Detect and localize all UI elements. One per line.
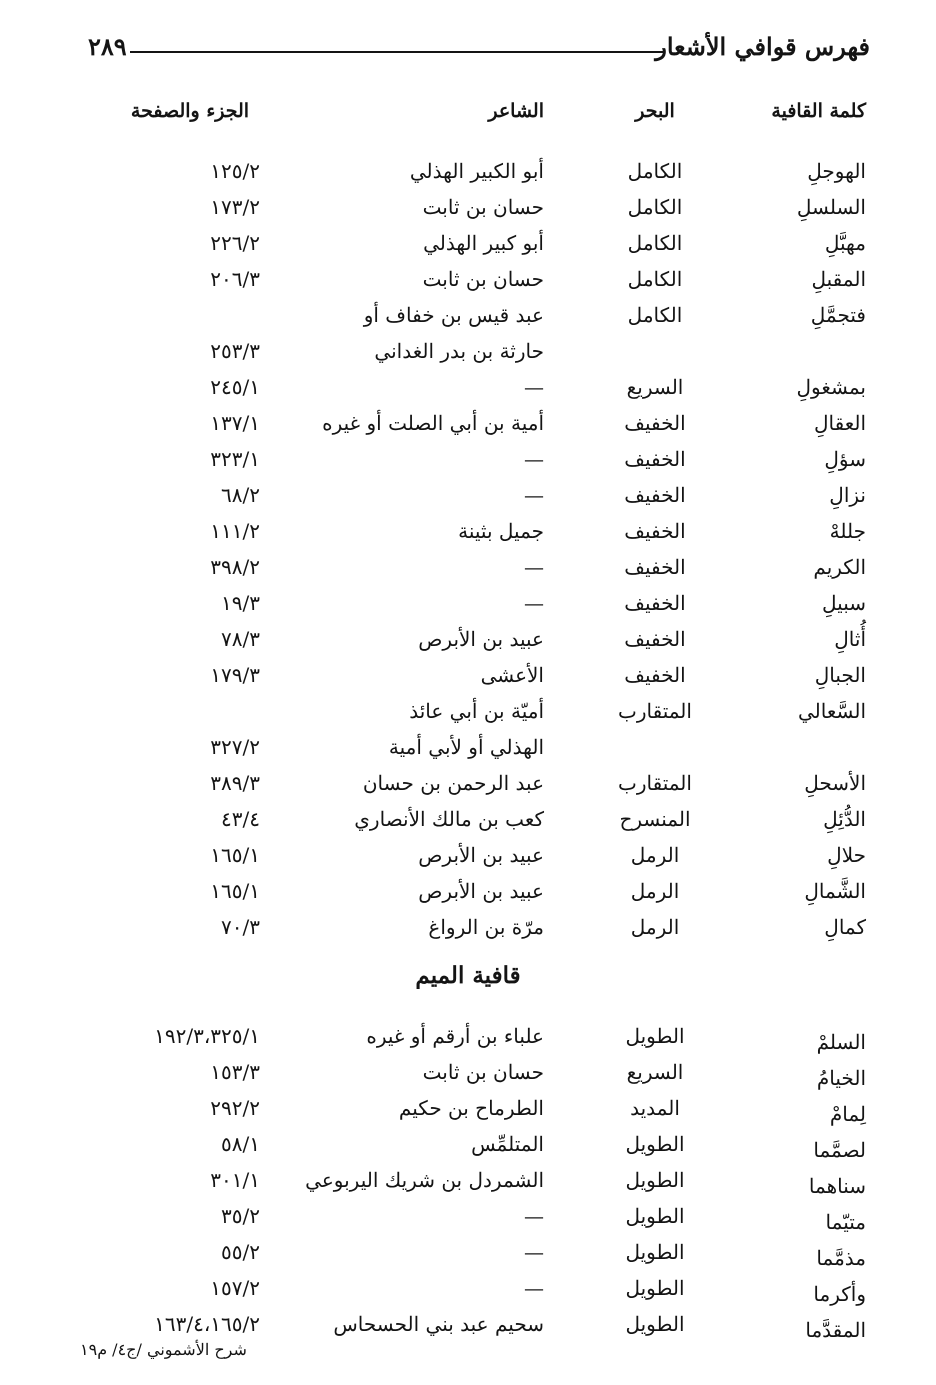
poet-cell: جميل بثينة	[458, 519, 544, 543]
volume-page-cell: ٣٩٨/٢	[210, 555, 260, 579]
meter-cell: الخفيف	[624, 591, 686, 615]
table-row	[0, 155, 936, 191]
poet-cell: —	[524, 483, 544, 507]
table-row	[0, 659, 936, 695]
meter-cell: المنسرح	[619, 807, 691, 831]
table-row	[0, 1020, 936, 1056]
meter-cell: المتقارب	[618, 771, 692, 795]
column-header-poet: الشاعر	[488, 100, 544, 122]
volume-page-cell: ٥٨/١	[221, 1132, 260, 1156]
table-row	[0, 623, 936, 659]
table-row	[0, 839, 936, 875]
rhyme-word: الخيامُ	[816, 1066, 866, 1090]
rhyme-word: الشَّمالِ	[804, 879, 866, 903]
meter-cell: الطويل	[625, 1240, 685, 1264]
meter-cell: السريع	[626, 1060, 684, 1084]
meter-cell: الخفيف	[624, 555, 686, 579]
table-row	[0, 1308, 936, 1344]
rhyme-word: السَّعالي	[798, 699, 866, 723]
poet-cell: كعب بن مالك الأنصاري	[354, 807, 544, 831]
footer-signature: شرح الأشموني /ج٤/ م١٩	[80, 1340, 247, 1359]
rhyme-word: كمالِ	[824, 915, 866, 939]
volume-page-cell: ١٣٧/١	[210, 411, 260, 435]
volume-page-cell: ٣٠١/١	[210, 1168, 260, 1192]
rhyme-word: متيّما	[825, 1210, 866, 1234]
poet-cell: —	[524, 375, 544, 399]
table-row	[0, 911, 936, 947]
rhyme-word: جللهْ	[829, 519, 866, 543]
poet-cell: —	[524, 1276, 544, 1300]
lam-rhyme-list	[0, 155, 936, 947]
meter-cell: الخفيف	[624, 483, 686, 507]
poet-cell: علباء بن أرقم أو غيره	[366, 1024, 544, 1048]
poet-cell: —	[524, 1240, 544, 1264]
volume-page-cell: ٥٥/٢	[221, 1240, 260, 1264]
table-row	[0, 227, 936, 263]
volume-page-cell: ٣٨٩/٣	[210, 771, 260, 795]
volume-page-cell: ٢٠٦/٣	[210, 267, 260, 291]
volume-page-cell: ٦٨/٢	[221, 483, 260, 507]
poet-cell: سحيم عبد بني الحسحاس	[333, 1312, 544, 1336]
poet-cell: عبد الرحمن بن حسان	[362, 771, 544, 795]
meter-cell: الطويل	[625, 1168, 685, 1192]
column-header-word: كلمة القافية	[771, 100, 866, 122]
poet-cell: —	[524, 591, 544, 615]
meter-cell: الطويل	[625, 1132, 685, 1156]
rhyme-word: الجبالِ	[814, 663, 866, 687]
volume-page-cell: ١٩٢/٣،٣٢٥/١	[154, 1024, 260, 1048]
rhyme-word: سناهما	[808, 1174, 866, 1198]
rhyme-word: بمشغولِ	[796, 375, 866, 399]
volume-page-cell: ١٥٧/٢	[210, 1276, 260, 1300]
meter-cell: الخفيف	[624, 447, 686, 471]
meter-cell: الكامل	[627, 159, 683, 183]
poet-cell: أبو كبير الهذلي	[423, 231, 544, 255]
volume-page-cell: ٢٤٥/١	[210, 375, 260, 399]
poet-cell: أميّة بن أبي عائذ	[409, 699, 544, 723]
rhyme-word: فتجمَّلِ	[810, 303, 866, 327]
rhyme-word: الكريم	[813, 555, 866, 579]
rhyme-word: مذمَّما	[816, 1246, 866, 1270]
table-row	[0, 1164, 936, 1200]
poet-cell: عبيد بن الأبرص	[418, 843, 544, 867]
table-row	[0, 767, 936, 803]
volume-page-cell: ١٩/٣	[221, 591, 260, 615]
table-row	[0, 479, 936, 515]
meter-cell: الكامل	[627, 231, 683, 255]
meter-cell: الرمل	[630, 843, 680, 867]
volume-page-cell: ٣٢٧/٢	[210, 735, 260, 759]
table-row	[0, 1128, 936, 1164]
table-row	[0, 587, 936, 623]
table-row	[0, 1056, 936, 1092]
table-row	[0, 371, 936, 407]
poet-cell: الشمردل بن شريك اليربوعي	[305, 1168, 544, 1192]
rhyme-word: أُثالِ	[834, 627, 866, 651]
poet-cell: المتلمِّس	[471, 1132, 544, 1156]
table-row	[0, 443, 936, 479]
table-row	[0, 1200, 936, 1236]
meter-cell: الرمل	[630, 915, 680, 939]
section-title: قافية الميم	[415, 962, 521, 989]
rhyme-word: سؤلِ	[824, 447, 866, 471]
meter-cell: المتقارب	[618, 699, 692, 723]
table-row	[0, 695, 936, 731]
volume-page-cell: ١٧٩/٣	[210, 663, 260, 687]
column-header-meter: البحر	[635, 100, 675, 122]
volume-page-cell: ٧٨/٣	[221, 627, 260, 651]
volume-page-cell: ١٦٣/٤،١٦٥/٢	[154, 1312, 260, 1336]
volume-page-cell: ٣٢٣/١	[210, 447, 260, 471]
meter-cell: المديد	[630, 1096, 680, 1120]
volume-page-cell: ٤٣/٤	[221, 807, 260, 831]
meter-cell: الخفيف	[624, 519, 686, 543]
rhyme-word: مهبَّلِ	[824, 231, 866, 255]
poet-cell: —	[524, 1204, 544, 1228]
table-row	[0, 1272, 936, 1308]
poet-cell: —	[524, 555, 544, 579]
poet-cell: —	[524, 447, 544, 471]
page-number: ٢٨٩	[88, 32, 127, 61]
poet-cell: عبيد بن الأبرص	[418, 879, 544, 903]
rhyme-word: الهوجلِ	[807, 159, 866, 183]
poet-cell: مرّة بن الرواغ	[428, 915, 544, 939]
table-row	[0, 1236, 936, 1272]
table-row	[0, 515, 936, 551]
meter-cell: الخفيف	[624, 411, 686, 435]
volume-page-cell: ٢٢٦/٢	[210, 231, 260, 255]
volume-page-cell: ٣٥/٢	[221, 1204, 260, 1228]
volume-page-cell: ١٦٥/١	[210, 843, 260, 867]
mim-rhyme-list	[0, 1020, 936, 1344]
rhyme-word: لصمَّما	[813, 1138, 866, 1162]
rhyme-word: السلمْ	[816, 1030, 866, 1054]
volume-page-cell: ٧٠/٣	[221, 915, 260, 939]
table-row	[0, 803, 936, 839]
rhyme-word: العقالِ	[813, 411, 866, 435]
rhyme-word: المقدَّما	[805, 1318, 866, 1342]
poet-cell: الأعشى	[480, 663, 544, 687]
poet-cell: أمية بن أبي الصلت أو غيره	[322, 411, 544, 435]
poet-cell: الطرماح بن حكيم	[398, 1096, 544, 1120]
volume-page-cell: ٢٥٣/٣	[210, 339, 260, 363]
volume-page-cell: ١٦٥/١	[210, 879, 260, 903]
poet-cell: حسان بن ثابت	[422, 267, 544, 291]
meter-cell: الخفيف	[624, 663, 686, 687]
poet-cell: عبد قيس بن خفاف أو	[363, 303, 544, 327]
poet-cell: أبو الكبير الهذلي	[409, 159, 544, 183]
table-row	[0, 191, 936, 227]
volume-page-cell: ٢٩٢/٢	[210, 1096, 260, 1120]
volume-page-cell: ١٥٣/٣	[210, 1060, 260, 1084]
meter-cell: الطويل	[625, 1024, 685, 1048]
rhyme-word: السلسلِ	[796, 195, 866, 219]
rhyme-word: المقبلِ	[811, 267, 866, 291]
column-header-ref: الجزء والصفحة	[130, 100, 250, 122]
header-rule	[130, 51, 665, 53]
rhyme-word: لِمامْ	[829, 1102, 866, 1126]
table-row	[0, 875, 936, 911]
running-title: فهرس قوافي الأشعار	[655, 32, 870, 61]
table-row	[0, 551, 936, 587]
table-row	[0, 407, 936, 443]
meter-cell: الطويل	[625, 1312, 685, 1336]
meter-cell: الرمل	[630, 879, 680, 903]
table-row	[0, 731, 936, 767]
page-header	[70, 30, 870, 64]
meter-cell: الكامل	[627, 195, 683, 219]
meter-cell: الخفيف	[624, 627, 686, 651]
meter-cell: الطويل	[625, 1204, 685, 1228]
table-row	[0, 335, 936, 371]
rhyme-word: الأسحلِ	[804, 771, 866, 795]
table-row	[0, 299, 936, 335]
volume-page-cell: ١١١/٢	[210, 519, 260, 543]
table-row	[0, 1092, 936, 1128]
rhyme-word: وأكرما	[813, 1282, 866, 1306]
poet-cell: حارثة بن بدر الغداني	[374, 339, 544, 363]
poet-cell: حسان بن ثابت	[422, 1060, 544, 1084]
table-row	[0, 263, 936, 299]
meter-cell: الكامل	[627, 267, 683, 291]
rhyme-word: نزالِ	[829, 483, 866, 507]
meter-cell: السريع	[626, 375, 684, 399]
rhyme-word: سبيلِ	[822, 591, 866, 615]
volume-page-cell: ١٢٥/٢	[210, 159, 260, 183]
rhyme-word: الدُّئِلِ	[823, 807, 866, 831]
column-headers	[0, 100, 936, 136]
poet-cell: عبيد بن الأبرص	[418, 627, 544, 651]
meter-cell: الطويل	[625, 1276, 685, 1300]
poet-cell: الهذلي أو لأبي أمية	[388, 735, 544, 759]
rhyme-word: حلالِ	[827, 843, 866, 867]
volume-page-cell: ١٧٣/٢	[210, 195, 260, 219]
meter-cell: الكامل	[627, 303, 683, 327]
poet-cell: حسان بن ثابت	[422, 195, 544, 219]
